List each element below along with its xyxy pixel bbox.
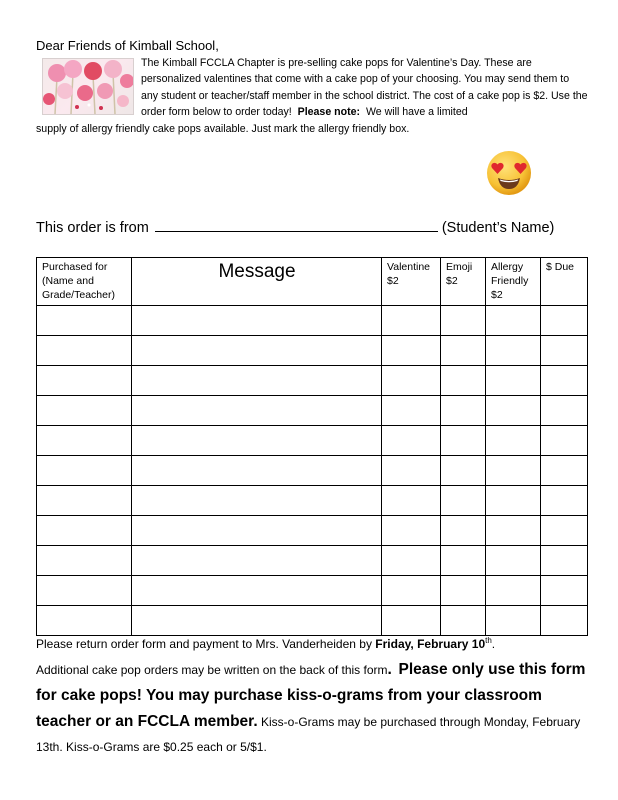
cell-message[interactable] (132, 576, 382, 606)
cake-pops-only-notice: Please only use this form for cake pops! You may purchase kiss-o-grams from your classroom teacher or an FCCLA member. (36, 661, 586, 730)
order-from-suffix: (Student’s Name) (441, 220, 555, 236)
table-row (37, 486, 588, 516)
cell-due[interactable] (541, 576, 588, 606)
cell-valentine[interactable] (382, 516, 441, 546)
col-header-purchased-for: Purchased for (Name and Grade/Teacher) (37, 258, 132, 306)
cell-allergy-friendly[interactable] (486, 366, 541, 396)
cell-message[interactable] (132, 396, 382, 426)
cell-valentine[interactable] (382, 426, 441, 456)
cell-valentine[interactable] (382, 546, 441, 576)
cell-emoji[interactable] (441, 486, 486, 516)
cell-allergy-friendly[interactable] (486, 486, 541, 516)
additional-orders-text: Additional cake pop orders may be written on the back of this form (36, 663, 388, 677)
cell-message[interactable] (132, 336, 382, 366)
col-header-due: $ Due (541, 258, 588, 306)
cell-valentine[interactable] (382, 456, 441, 486)
cell-message[interactable] (132, 366, 382, 396)
table-row (37, 516, 588, 546)
cell-valentine[interactable] (382, 306, 441, 336)
table-row (37, 366, 588, 396)
cell-due[interactable] (541, 516, 588, 546)
cell-allergy-friendly[interactable] (486, 516, 541, 546)
cell-message[interactable] (132, 546, 382, 576)
table-header-row (37, 258, 588, 306)
cell-message[interactable] (132, 516, 382, 546)
cell-purchased-for[interactable] (37, 486, 132, 516)
order-from-line (36, 219, 554, 236)
cell-emoji[interactable] (441, 426, 486, 456)
cell-emoji[interactable] (441, 456, 486, 486)
cell-due[interactable] (541, 606, 588, 636)
kiss-o-grams-text: Kiss-o-Grams may be purchased through Monday, February 13th. Kiss-o-Grams are $0.25 each or 5/$1. (36, 715, 581, 754)
cell-purchased-for[interactable] (37, 576, 132, 606)
cell-emoji[interactable] (441, 546, 486, 576)
cell-allergy-friendly[interactable] (486, 576, 541, 606)
cell-purchased-for[interactable] (37, 456, 132, 486)
cell-purchased-for[interactable] (37, 516, 132, 546)
cell-emoji[interactable] (441, 606, 486, 636)
cell-allergy-friendly[interactable] (486, 426, 541, 456)
cell-allergy-friendly[interactable] (486, 546, 541, 576)
col-header-emoji: Emoji $2 (441, 258, 486, 306)
order-table-body (37, 306, 588, 636)
col-header-message: Message (132, 258, 382, 306)
please-note-label: Please note: (297, 106, 361, 119)
table-row (37, 546, 588, 576)
table-row (37, 336, 588, 366)
col-header-valentine: Valentine $2 (382, 258, 441, 306)
cell-due[interactable] (541, 396, 588, 426)
cell-valentine[interactable] (382, 486, 441, 516)
cell-purchased-for[interactable] (37, 426, 132, 456)
cell-allergy-friendly[interactable] (486, 456, 541, 486)
cell-allergy-friendly[interactable] (486, 606, 541, 636)
cell-message[interactable] (132, 456, 382, 486)
cell-emoji[interactable] (441, 336, 486, 366)
cell-message[interactable] (132, 606, 382, 636)
cell-valentine[interactable] (382, 606, 441, 636)
intro-note-continued: supply of allergy friendly cake pops available. Just mark the allergy friendly box. (36, 123, 410, 135)
cell-due[interactable] (541, 486, 588, 516)
table-row (37, 426, 588, 456)
cell-due[interactable] (541, 456, 588, 486)
additional-period: . (387, 661, 392, 678)
deadline-date: Friday, February 10 (375, 637, 486, 651)
cell-message[interactable] (132, 486, 382, 516)
deadline-sup: th (485, 636, 492, 645)
table-row (37, 306, 588, 336)
cell-valentine[interactable] (382, 396, 441, 426)
cell-purchased-for[interactable] (37, 306, 132, 336)
deadline-period: . (491, 637, 496, 651)
cake-pops-photo (42, 58, 134, 115)
footer-text (36, 632, 592, 760)
student-name-field[interactable] (155, 219, 438, 232)
cell-due[interactable] (541, 366, 588, 396)
cell-due[interactable] (541, 336, 588, 366)
cell-emoji[interactable] (441, 576, 486, 606)
intro-main-text: The Kimball FCCLA Chapter is pre-selling cake pops for Valentine’s Day. These are personalized valentines that come with a cake pop of your choosing. You may send them to any student or teacher/staff member in the school district. The cost of a cake pop is $2. Use the order form below to order today! (141, 57, 588, 119)
table-row (37, 396, 588, 426)
cell-emoji[interactable] (441, 396, 486, 426)
table-row (37, 606, 588, 636)
return-instructions: Please return order form and payment to Mrs. Vanderheiden by (36, 637, 372, 651)
cell-valentine[interactable] (382, 366, 441, 396)
cell-allergy-friendly[interactable] (486, 306, 541, 336)
order-table (36, 257, 588, 636)
cell-purchased-for[interactable] (37, 606, 132, 636)
cell-valentine[interactable] (382, 336, 441, 366)
cell-due[interactable] (541, 546, 588, 576)
letter-greeting: Dear Friends of Kimball School, (36, 38, 219, 53)
cell-due[interactable] (541, 306, 588, 336)
table-row (37, 576, 588, 606)
cell-allergy-friendly[interactable] (486, 396, 541, 426)
cell-emoji[interactable] (441, 516, 486, 546)
cell-due[interactable] (541, 426, 588, 456)
table-row (37, 456, 588, 486)
cell-message[interactable] (132, 306, 382, 336)
cell-valentine[interactable] (382, 576, 441, 606)
col-header-allergy-friendly: Allergy Friendly $2 (486, 258, 541, 306)
cell-allergy-friendly[interactable] (486, 336, 541, 366)
cell-purchased-for[interactable] (37, 546, 132, 576)
cell-emoji[interactable] (441, 366, 486, 396)
order-from-label: This order is from (36, 220, 149, 236)
cell-purchased-for[interactable] (37, 336, 132, 366)
cell-emoji[interactable] (441, 306, 486, 336)
cell-purchased-for[interactable] (37, 396, 132, 426)
cell-message[interactable] (132, 426, 382, 456)
cell-purchased-for[interactable] (37, 366, 132, 396)
heart-eyes-emoji-icon (486, 150, 532, 196)
intro-note-text: We will have a limited (365, 106, 468, 119)
intro-paragraph (141, 55, 589, 121)
